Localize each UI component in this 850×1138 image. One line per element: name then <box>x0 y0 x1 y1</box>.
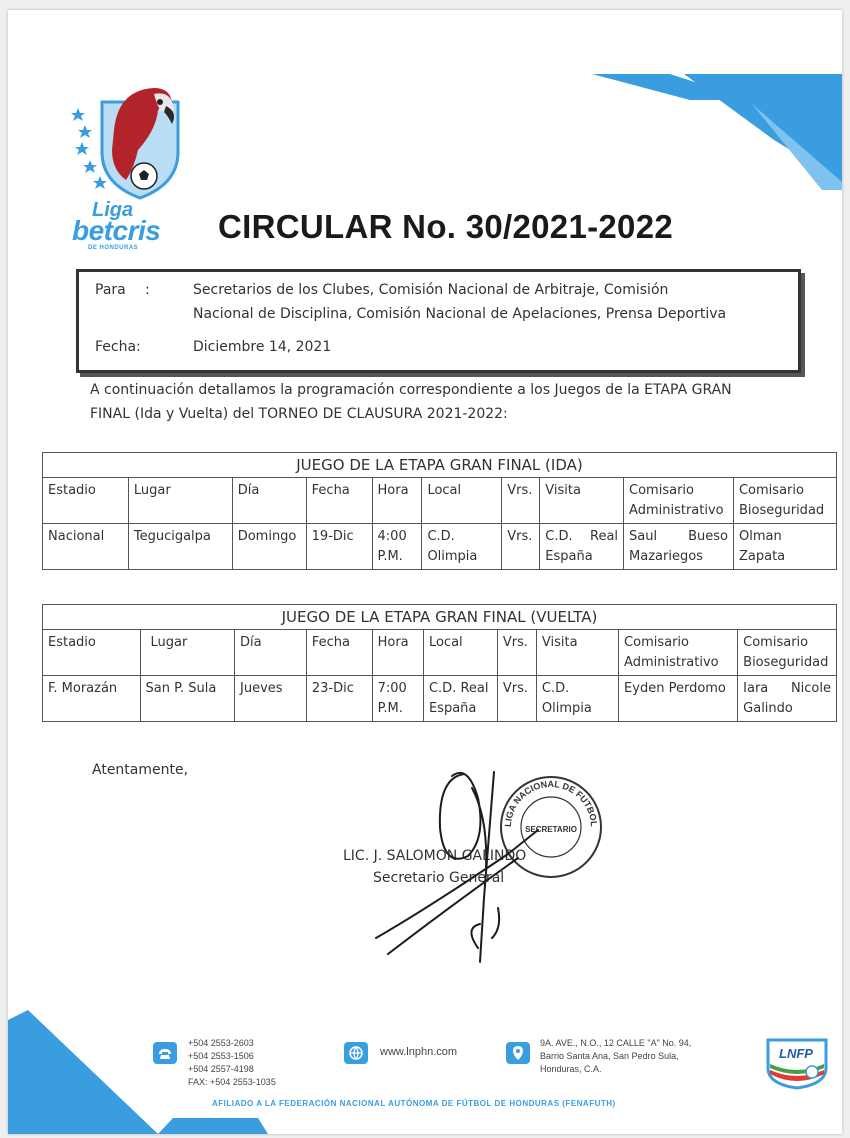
footer-address <box>540 1037 691 1076</box>
globe-icon <box>344 1042 368 1064</box>
cell-local: C.D. Real España <box>423 676 497 722</box>
cell-hora: 7:00 P.M. <box>372 676 423 722</box>
cell-fecha: 23-Dic <box>306 676 372 722</box>
cell-dia: Jueves <box>235 676 307 722</box>
header-cell: Comisario Administrativo <box>619 630 738 676</box>
header-cell: Fecha <box>306 478 372 524</box>
fecha-value: Diciembre 14, 2021 <box>193 339 332 355</box>
footer-phones <box>188 1037 276 1089</box>
address-line: Honduras, C.A. <box>540 1064 602 1074</box>
cell-vrs: Vrs. <box>502 524 540 570</box>
fecha-label: Fecha: <box>95 339 141 355</box>
logo-text-honduras: DE HONDURAS <box>88 245 139 251</box>
signatory-name: LIC. J. SALOMON GALINDO <box>343 848 527 864</box>
table-header-row <box>43 630 837 676</box>
cell-estadio: F. Morazán <box>43 676 141 722</box>
header-cell: Comisario Bioseguridad <box>733 478 836 524</box>
header-cell: Día <box>235 630 307 676</box>
salutation: Atentamente, <box>92 762 189 778</box>
para-separator: : <box>145 282 150 298</box>
cell-comisario-administrativo: Saul Bueso Mazariegos <box>624 524 734 570</box>
cell-comisario-administrativo: Eyden Perdomo <box>619 676 738 722</box>
header-cell: Comisario Administrativo <box>624 478 734 524</box>
header-cell: Vrs. <box>502 478 540 524</box>
table-caption-vuelta: JUEGO DE LA ETAPA GRAN FINAL (VUELTA) <box>43 605 837 630</box>
schedule-table-ida <box>42 452 837 570</box>
phone-line: +504 2557-4198 <box>188 1064 254 1074</box>
lnfp-badge-logo <box>762 1034 832 1090</box>
cell-fecha: 19-Dic <box>306 524 372 570</box>
cell-vrs: Vrs. <box>497 676 536 722</box>
document-page <box>8 10 842 1134</box>
lnfp-badge-text: LNFP <box>779 1046 813 1061</box>
memo-box <box>76 269 801 373</box>
table-caption-ida: JUEGO DE LA ETAPA GRAN FINAL (IDA) <box>43 453 837 478</box>
cell-hora: 4:00 P.M. <box>372 524 422 570</box>
intro-line-1: A continuación detallamos la programación correspondiente a los Juegos de la ETAPA GRAN <box>90 382 732 398</box>
location-pin-icon <box>506 1042 530 1064</box>
table-row <box>43 676 837 722</box>
schedule-table-vuelta <box>42 604 837 722</box>
header-cell: Visita <box>536 630 618 676</box>
header-cell: Vrs. <box>497 630 536 676</box>
stamp-center-text: SECRETARIO <box>525 825 577 834</box>
logo-text-liga: Liga <box>92 199 134 221</box>
intro-line-2: FINAL (Ida y Vuelta) del TORNEO DE CLAUSURA 2021-2022: <box>90 406 508 422</box>
cell-comisario-bioseguridad: Olman Zapata <box>733 524 836 570</box>
header-cell: Hora <box>372 630 423 676</box>
header-cell: Local <box>422 478 502 524</box>
header-cell: Visita <box>540 478 624 524</box>
cell-visita: C.D. Olimpia <box>536 676 618 722</box>
header-cell: Lugar <box>140 630 234 676</box>
signatory-position: Secretario General <box>373 870 505 886</box>
page-title: CIRCULAR No. 30/2021-2022 <box>218 208 673 245</box>
handwritten-signature <box>368 758 568 988</box>
table-header-row <box>43 478 837 524</box>
footer-affiliation: AFILIADO A LA FEDERACIÓN NACIONAL AUTÓNOMA DE FÚTBOL DE HONDURAS (FENAFUTH) <box>212 1099 616 1108</box>
cell-dia: Domingo <box>232 524 306 570</box>
phone-line: +504 2553-1506 <box>188 1051 254 1061</box>
fax-line: FAX: +504 2553-1035 <box>188 1077 276 1087</box>
para-label: Para <box>95 282 126 298</box>
header-cell: Lugar <box>128 478 232 524</box>
address-line: 9A. AVE., N.O., 12 CALLE "A" No. 94, <box>540 1038 692 1048</box>
recipients-line-2: Nacional de Disciplina, Comisión Nacional de Apelaciones, Prensa Deportiva <box>193 306 727 322</box>
stamp-ring-text: LIGA NACIONAL DE FUTBOL <box>502 778 600 828</box>
cell-estadio: Nacional <box>43 524 129 570</box>
cell-comisario-bioseguridad: Iara Nicole Galindo <box>738 676 837 722</box>
header-cell: Local <box>423 630 497 676</box>
recipients-line-1: Secretarios de los Clubes, Comisión Nacional de Arbitraje, Comisión <box>193 282 669 298</box>
header-stripe-decoration <box>592 72 842 192</box>
phone-line: +504 2553-2603 <box>188 1038 254 1048</box>
cell-local: C.D. Olimpia <box>422 524 502 570</box>
footer-website[interactable]: www.lnphn.com <box>380 1046 458 1058</box>
header-cell: Hora <box>372 478 422 524</box>
header-cell: Estadio <box>43 478 129 524</box>
logo-text-betcris: betcris <box>72 215 161 246</box>
header-cell: Fecha <box>306 630 372 676</box>
cell-lugar: Tegucigalpa <box>128 524 232 570</box>
table-row <box>43 524 837 570</box>
header-cell: Día <box>232 478 306 524</box>
cell-lugar: San P. Sula <box>140 676 234 722</box>
header-cell: Comisario Bioseguridad <box>738 630 837 676</box>
header-cell: Estadio <box>43 630 141 676</box>
cell-visita: C.D. Real España <box>540 524 624 570</box>
address-line: Barrio Santa Ana, San Pedro Sula, <box>540 1051 679 1061</box>
phone-icon <box>153 1042 177 1064</box>
